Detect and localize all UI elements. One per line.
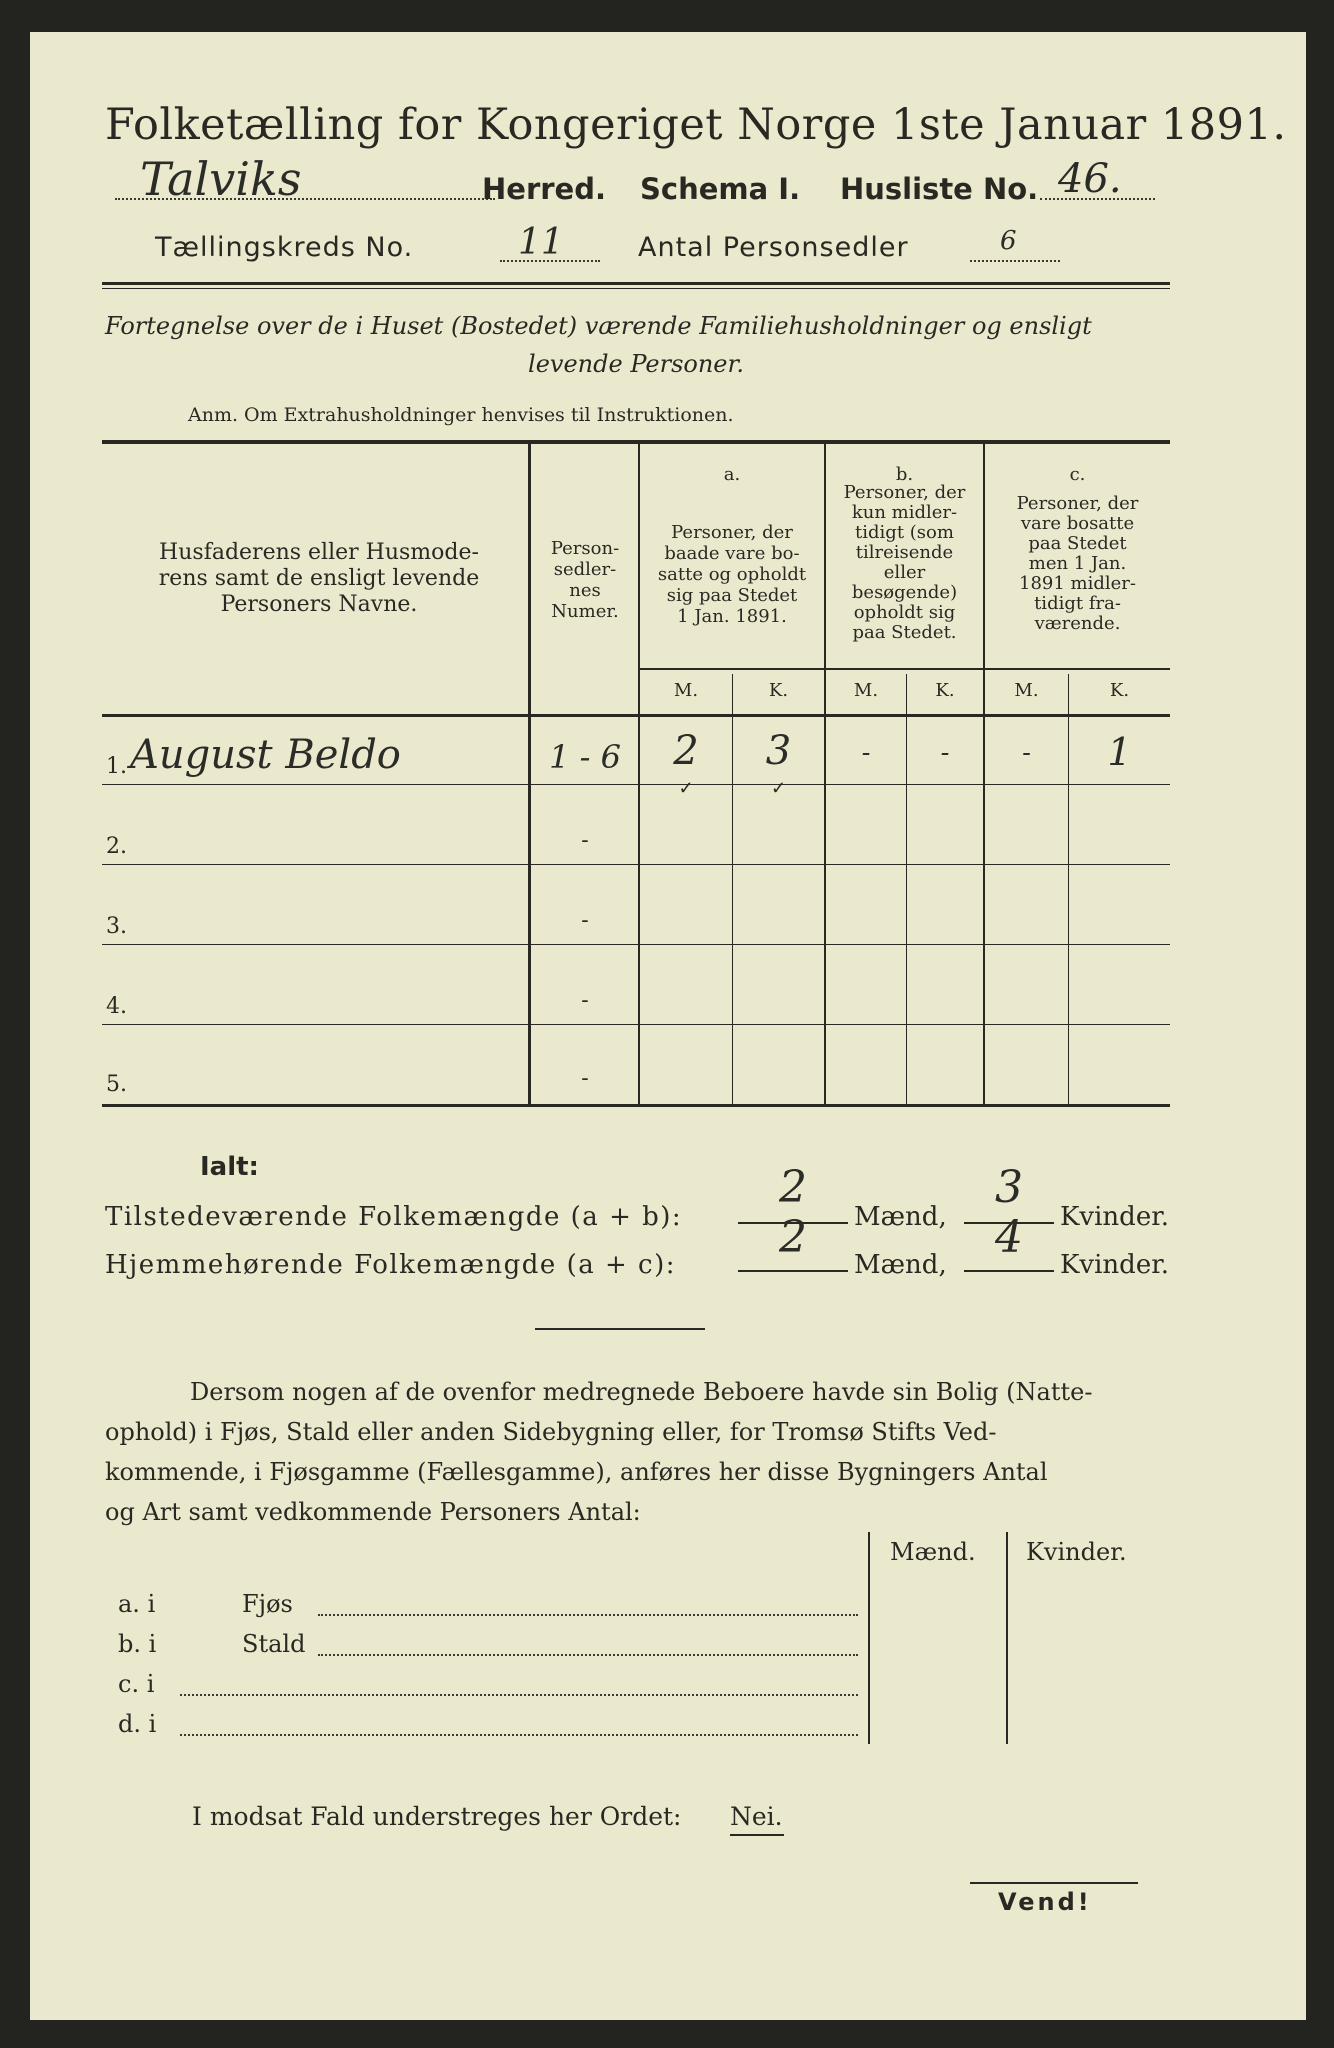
schema-label: Schema I. [640, 172, 801, 206]
kreds-value: 11 [518, 222, 564, 263]
row-1-c-m: - [1022, 738, 1031, 768]
herred-label: Herred. [482, 172, 606, 206]
row-rule-1 [102, 784, 1170, 785]
col-b-header: Personer, der kun midler- tidigt (som tilreisende eller besøgende) opholdt sig paa Stedet. [843, 482, 966, 643]
hjemme-kvinder-label: Kvinder. [1060, 1250, 1170, 1280]
hjemme-k-line [964, 1270, 1054, 1272]
row-1-c-k: 1 [1107, 730, 1132, 774]
buildings-row-c-letter: c. i [118, 1670, 155, 1698]
buildings-row-d-letter: d. i [118, 1710, 157, 1738]
row-2-number: 2. [106, 834, 127, 859]
row-2-num: - [581, 828, 589, 853]
col-c-m-label: M. [1014, 680, 1039, 701]
buildings-row-b-dots [318, 1654, 858, 1656]
hjemme-k-value: 4 [995, 1212, 1023, 1263]
row-1-a-m-check: ✓ [678, 778, 694, 799]
antal-value: 6 [1000, 226, 1017, 256]
buildings-row-a-dots [318, 1614, 858, 1616]
row-3-num: - [581, 908, 589, 933]
tilstede-k-value: 3 [995, 1162, 1023, 1213]
header-rule-bottom [102, 288, 1170, 289]
row-1-name: August Beldo [130, 732, 401, 778]
col-b-letter: b. [895, 464, 914, 485]
hjemme-m-value: 2 [779, 1212, 807, 1263]
buildings-para-line-3: kommende, i Fjøsgamme (Fællesgamme), anføres her disse Bygningers Antal [105, 1458, 1048, 1486]
row-rule-2 [102, 864, 1170, 865]
row-4-num: - [581, 988, 589, 1013]
buildings-para-line-2: ophold) i Fjøs, Stald eller anden Sidebygning eller, for Tromsø Stifts Ved- [105, 1418, 997, 1446]
col-b-m-label: M. [853, 680, 879, 701]
row-3-number: 3. [106, 914, 127, 939]
table-rule-bottom [102, 1104, 1170, 1107]
tilstede-m-value: 2 [779, 1162, 807, 1213]
row-1-b-m: - [861, 738, 871, 768]
footer-text: I modsat Fald understreges her Ordet: [192, 1802, 682, 1831]
antal-label: Antal Personsedler [638, 232, 909, 263]
section-separator [535, 1328, 705, 1330]
table-rule-top [102, 440, 1170, 444]
row-rule-4 [102, 1024, 1170, 1025]
ialt-label: Ialt: [200, 1152, 259, 1182]
buildings-para-line-1: Dersom nogen af de ovenfor medregnede Beboere havde sin Bolig (Natte- [190, 1378, 1093, 1406]
footer-nei-underline [730, 1834, 784, 1836]
row-5-num: - [581, 1066, 589, 1091]
form-title: Folketælling for Kongeriget Norge 1ste Januar 1891. [105, 100, 1287, 150]
hjemme-m-line [738, 1270, 848, 1272]
row-1-num: 1 - 6 [549, 738, 621, 776]
tilstede-label: Tilstedeværende Folkemængde (a + b): [105, 1202, 683, 1232]
herred-value: Talviks [140, 152, 302, 206]
buildings-row-a-letter: a. i [118, 1590, 156, 1618]
row-1-a-k: 3 [765, 728, 792, 774]
buildings-row-a-label: Fjøs [242, 1590, 293, 1618]
buildings-col-divider-1 [868, 1532, 870, 1744]
tilstede-maend-label: Mænd, [854, 1202, 947, 1232]
husliste-label: Husliste No. [840, 172, 1039, 206]
tilstede-kvinder-label: Kvinder. [1060, 1202, 1170, 1232]
col-a-letter: a. [723, 464, 741, 485]
col-divider-name [528, 444, 531, 1104]
col-a-k-label: K. [768, 680, 789, 701]
buildings-col-kvinder: Kvinder. [1026, 1538, 1127, 1566]
buildings-row-d-dots [180, 1734, 858, 1736]
row-1-number: 1. [106, 754, 127, 779]
intro-line-2: levende Personer. [528, 350, 744, 378]
row-1-a-k-check: ✓ [770, 778, 787, 799]
row-1-a-m: 2 [673, 728, 699, 774]
buildings-col-divider-2 [1006, 1532, 1008, 1744]
col-c-k-label: K. [1109, 680, 1130, 701]
header-rule-top [102, 282, 1170, 285]
col-b-k-label: K. [935, 680, 955, 701]
col-c-header: Personer, der vare bosatte paa Stedet men 1 Jan. 1891 midler- tidigt fra- værende. [1016, 493, 1139, 634]
vend-label: Vend! [998, 1888, 1092, 1916]
antal-dotted-line [970, 260, 1060, 262]
row-4-number: 4. [106, 994, 127, 1019]
vend-rule [970, 1882, 1138, 1884]
col-num-header: Person- sedler- nes Numer. [550, 538, 620, 622]
anm-note: Anm. Om Extrahusholdninger henvises til Instruktionen. [188, 404, 734, 426]
mk-header-rule [640, 668, 1170, 670]
hjemme-maend-label: Mænd, [854, 1250, 947, 1280]
intro-line-1: Fortegnelse over de i Huset (Bostedet) værende Familiehusholdninger og ensligt [105, 312, 1092, 340]
row-1-b-k: - [940, 738, 950, 768]
table-rule-header-bottom [102, 714, 1170, 717]
row-rule-3 [102, 944, 1170, 945]
buildings-row-b-letter: b. i [118, 1630, 157, 1658]
census-form-sheet [30, 32, 1306, 2020]
buildings-row-c-dots [180, 1694, 858, 1696]
col-a-header: Personer, der baade vare bo- satte og opholdt sig paa Stedet 1 Jan. 1891. [657, 522, 807, 627]
row-5-number: 5. [106, 1072, 127, 1097]
col-a-m-label: M. [673, 680, 699, 701]
buildings-col-maend: Mænd. [890, 1538, 976, 1566]
col-name-header: Husfaderens eller Husmode- rens samt de ensligt levende Personers Navne. [158, 540, 480, 617]
kreds-label: Tællingskreds No. [155, 232, 414, 263]
buildings-para-line-4: og Art samt vedkommende Personers Antal: [105, 1498, 641, 1526]
footer-word-nei: Nei. [730, 1802, 783, 1831]
buildings-row-b-label: Stald [242, 1630, 306, 1658]
husliste-value: 46. [1058, 156, 1122, 202]
col-c-letter: c. [1069, 464, 1086, 485]
hjemme-label: Hjemmehørende Folkemængde (a + c): [105, 1250, 676, 1280]
